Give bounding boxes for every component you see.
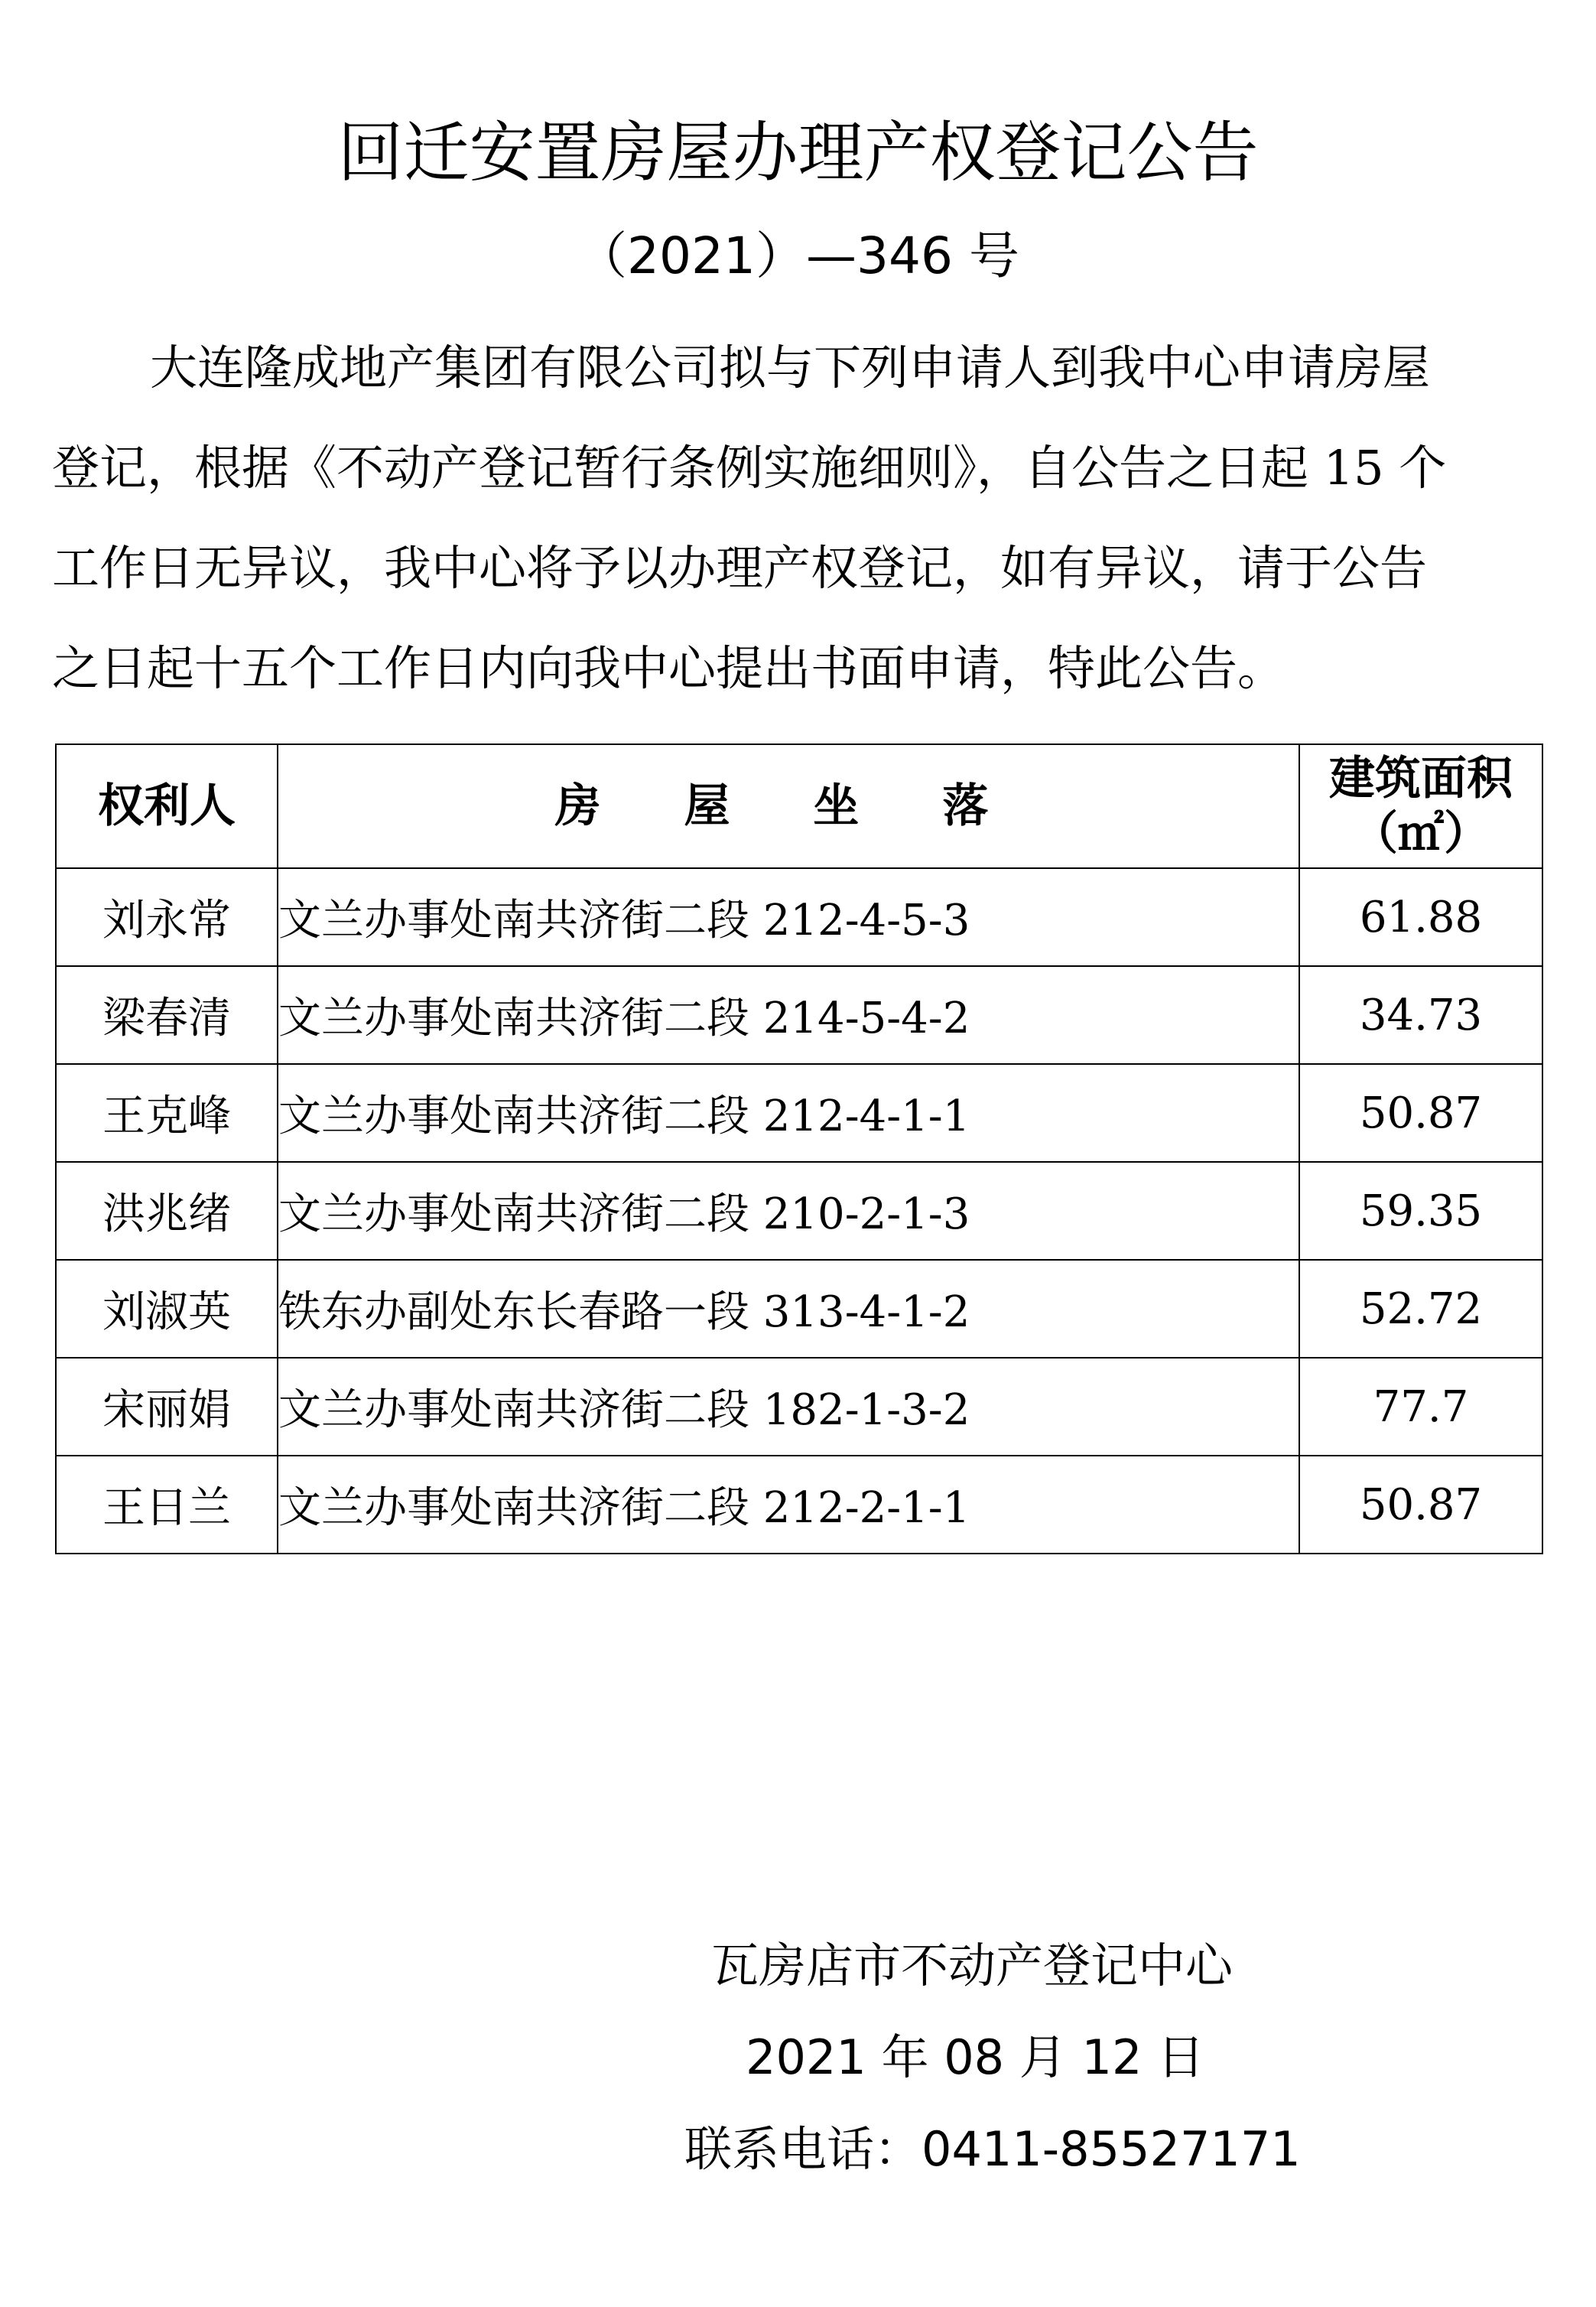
area-cell: 50.87 (1299, 1456, 1542, 1554)
owner-cell: 刘永常 (56, 868, 278, 966)
area-cell: 52.72 (1299, 1260, 1542, 1358)
location-cell: 铁东办副处东长春路一段 313-4-1-2 (278, 1260, 1299, 1358)
area-cell: 77.7 (1299, 1358, 1542, 1456)
property-table (55, 744, 1543, 1554)
owner-cell: 梁春清 (56, 966, 278, 1064)
table-header-row (56, 744, 1542, 868)
owner-cell: 宋丽娟 (56, 1358, 278, 1456)
issuing-organization: 瓦房店市不动产登记中心 (711, 1938, 1234, 1993)
header-area-unit: （㎡） (1352, 807, 1490, 861)
area-cell: 61.88 (1299, 868, 1542, 966)
contact-phone: 联系电话：0411-85527171 (684, 2121, 1301, 2177)
location-cell: 文兰办事处南共济街二段 212-2-1-1 (278, 1456, 1299, 1554)
owner-cell: 洪兆绪 (56, 1162, 278, 1260)
header-area (1299, 744, 1542, 868)
owner-cell: 王克峰 (56, 1064, 278, 1162)
table-row (56, 1358, 1542, 1456)
body-line: 大连隆成地产集团有限公司拟与下列申请人到我中心申请房屋 (150, 340, 1431, 395)
header-location-label: 房 屋 坐 落 (554, 779, 1022, 833)
area-cell: 59.35 (1299, 1162, 1542, 1260)
header-area-label: 建筑面积 (1329, 752, 1513, 805)
issue-date: 2021 年 08 月 12 日 (746, 2029, 1205, 2085)
header-owner: 权利人 (56, 744, 278, 868)
location-cell: 文兰办事处南共济街二段 214-5-4-2 (278, 966, 1299, 1064)
table-row (56, 1064, 1542, 1162)
body-line: 工作日无异议，我中心将予以办理产权登记，如有异议，请于公告 (52, 540, 1428, 596)
area-cell: 34.73 (1299, 966, 1542, 1064)
table-row (56, 1456, 1542, 1554)
table-row (56, 868, 1542, 966)
body-line: 登记，根据《不动产登记暂行条例实施细则》，自公告之日起 15 个 (52, 440, 1447, 496)
location-cell: 文兰办事处南共济街二段 210-2-1-3 (278, 1162, 1299, 1260)
location-cell: 文兰办事处南共济街二段 182-1-3-2 (278, 1358, 1299, 1456)
table-row (56, 966, 1542, 1064)
location-cell: 文兰办事处南共济街二段 212-4-1-1 (278, 1064, 1299, 1162)
notice-number: （2021）—346 号 (577, 226, 1019, 285)
notice-body (52, 317, 1551, 718)
owner-cell: 刘淑英 (56, 1260, 278, 1358)
notice-title: 回迁安置房屋办理产权登记公告 (337, 115, 1259, 191)
body-line: 之日起十五个工作日内向我中心提出书面申请，特此公告。 (52, 640, 1286, 696)
location-cell: 文兰办事处南共济街二段 212-4-5-3 (278, 868, 1299, 966)
owner-cell: 王日兰 (56, 1456, 278, 1554)
area-cell: 50.87 (1299, 1064, 1542, 1162)
header-location (278, 744, 1299, 868)
table-row (56, 1260, 1542, 1358)
table-row (56, 1162, 1542, 1260)
